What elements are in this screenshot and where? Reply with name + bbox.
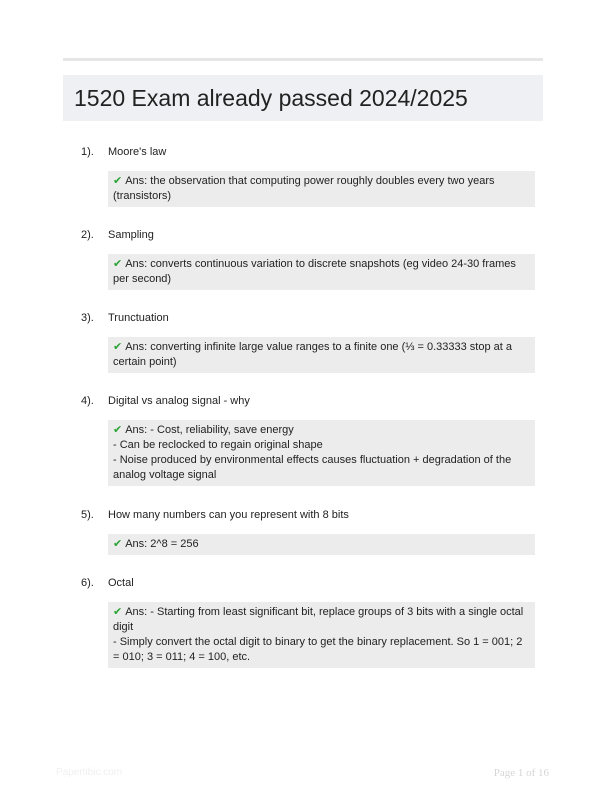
question-number: 6). — [81, 577, 94, 589]
question-item — [81, 508, 536, 555]
answer-box — [108, 534, 535, 555]
answer-text: - Noise produced by environmental effects causes fluctuation + degradation of the analog voltage signal — [113, 454, 512, 481]
question-text: Digital vs analog signal - why — [108, 395, 250, 407]
question-number: 4). — [81, 395, 94, 407]
question-number: 3). — [81, 312, 94, 324]
question-text: Moore's law — [108, 146, 167, 158]
title-banner — [63, 75, 543, 121]
answer-text: - Can be reclocked to regain original shape — [113, 439, 323, 451]
page-title: 1520 Exam already passed 2024/2025 — [74, 84, 468, 111]
answer-box — [108, 254, 535, 290]
check-icon: ✔ — [113, 606, 123, 618]
answer-box — [108, 171, 535, 207]
question-number: 2). — [81, 229, 94, 241]
check-icon: ✔ — [113, 341, 123, 353]
answer-text: Ans: the observation that computing power roughly doubles every two years (transistors) — [113, 175, 495, 202]
answer-box — [108, 602, 535, 668]
question-text: How many numbers can you represent with 8 bits — [108, 509, 349, 521]
answer-text: Ans: - Starting from least significant bit, replace groups of 3 bits with a single octal digit — [113, 606, 524, 633]
answer-box — [108, 337, 535, 373]
check-icon: ✔ — [113, 258, 123, 270]
question-item — [81, 145, 536, 207]
question-text: Trunctuation — [108, 312, 169, 324]
answer-text: Ans: - Cost, reliability, save energy — [125, 424, 294, 436]
question-item — [81, 394, 536, 486]
check-icon: ✔ — [113, 175, 123, 187]
check-icon: ✔ — [113, 424, 123, 436]
check-icon: ✔ — [113, 538, 123, 550]
answer-text: Ans: converts continuous variation to discrete snapshots (eg video 24-30 frames per second) — [113, 258, 516, 285]
answer-text: Ans: 2^8 = 256 — [125, 538, 199, 550]
answer-box — [108, 420, 535, 486]
question-item — [81, 576, 536, 668]
answer-text: Ans: converting infinite large value ranges to a finite one (⅓ = 0.33333 stop at a certain point) — [113, 341, 512, 368]
question-text: Sampling — [108, 229, 154, 241]
question-text: Octal — [108, 577, 134, 589]
page-number: Page 1 of 16 — [493, 767, 549, 779]
question-number: 1). — [81, 146, 94, 158]
question-item — [81, 311, 536, 373]
top-divider — [63, 58, 543, 61]
answer-text: - Simply convert the octal digit to binary to get the binary replacement. So 1 = 001; 2 = 010; 3 = 011; 4 = 100, etc. — [113, 636, 523, 663]
question-number: 5). — [81, 509, 94, 521]
footer-watermark: Papertibic.com — [56, 767, 123, 778]
question-item — [81, 228, 536, 290]
